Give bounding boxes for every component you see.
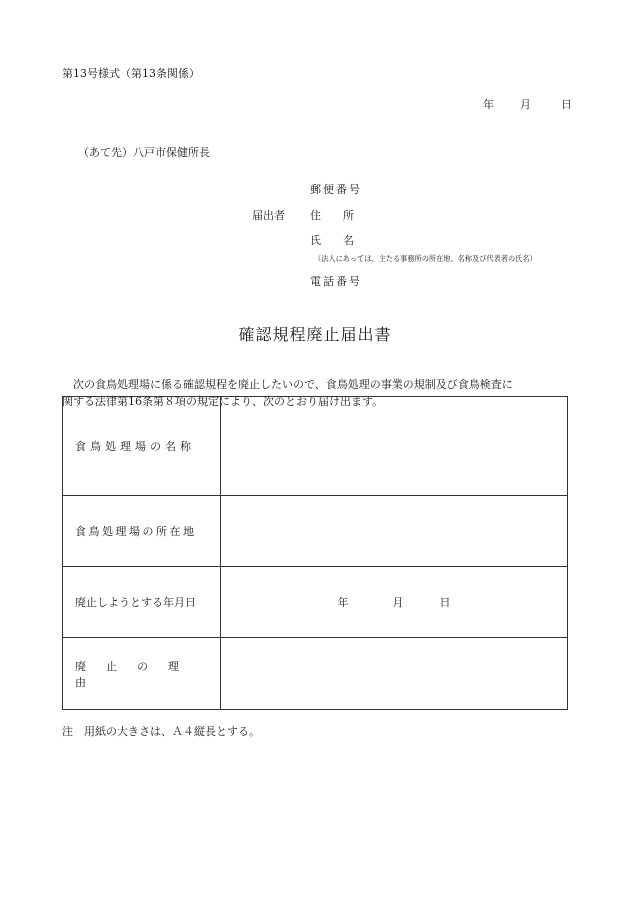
date-day: 日 bbox=[561, 98, 572, 111]
abolition-month: 月 bbox=[392, 596, 404, 609]
facility-name-field[interactable] bbox=[221, 397, 568, 496]
table-row bbox=[63, 496, 568, 567]
footnote: 注 用紙の大きさは、Ａ４縦長とする。 bbox=[62, 725, 260, 738]
name-note: （法人にあっては、主たる事務所の所在地、名称及び代表者の氏名） bbox=[314, 254, 537, 263]
table-row bbox=[63, 567, 568, 638]
facility-location-label: 食鳥処理場の所在地 bbox=[63, 496, 221, 567]
body-line-1: 次の食鳥処理場に係る確認規程を廃止したいので、食鳥処理の事業の規制及び食鳥検査に bbox=[62, 378, 513, 391]
address-label: 住 所 bbox=[310, 209, 354, 222]
abolition-year: 年 bbox=[337, 596, 349, 609]
body-line-2: 関する法律第16条第８項の規定により、次のとおり届け出ます。 bbox=[62, 395, 384, 408]
date-month: 月 bbox=[520, 98, 531, 111]
document-title: 確認規程廃止届出書 bbox=[238, 325, 392, 344]
form-number: 第13号様式（第13条関係） bbox=[62, 67, 200, 80]
name-label: 氏 名 bbox=[310, 234, 354, 247]
phone-label: 電話番号 bbox=[310, 275, 362, 288]
postal-code-label: 郵便番号 bbox=[310, 183, 362, 196]
table-row bbox=[63, 638, 568, 710]
submission-date bbox=[483, 96, 572, 112]
facility-location-field[interactable] bbox=[221, 496, 568, 567]
abolition-reason-field[interactable] bbox=[221, 638, 568, 710]
form-table bbox=[62, 396, 568, 710]
abolition-day: 日 bbox=[439, 596, 451, 609]
table-row bbox=[63, 397, 568, 496]
abolition-date-field[interactable] bbox=[221, 567, 568, 638]
date-year: 年 bbox=[483, 98, 494, 111]
abolition-reason-label: 廃止の理由 bbox=[63, 638, 221, 710]
abolition-date-label: 廃止しようとする年月日 bbox=[63, 567, 221, 638]
addressee: （あて先）八戸市保健所長 bbox=[78, 146, 210, 159]
facility-name-label: 食鳥処理場の名称 bbox=[63, 397, 221, 496]
sender-title: 届出者 bbox=[252, 209, 285, 222]
